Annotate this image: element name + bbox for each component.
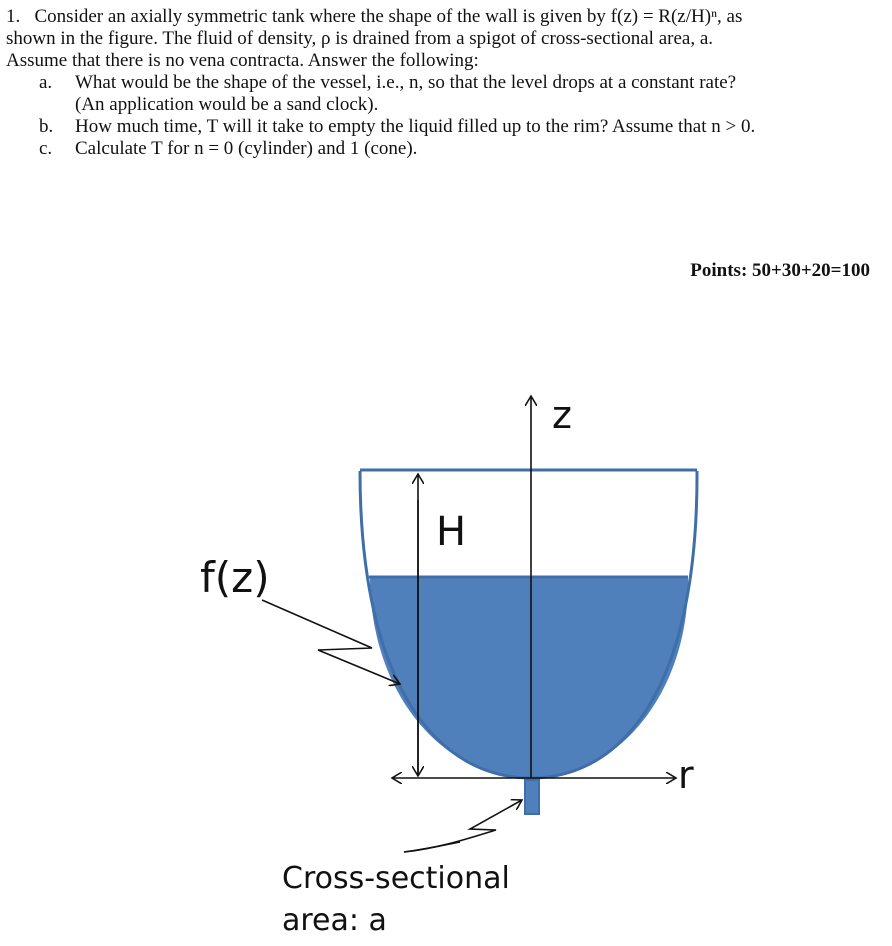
part-a-label: a. xyxy=(39,72,53,93)
area-leader xyxy=(404,842,460,852)
part-c-text: Calculate T for n = 0 (cylinder) and 1 (cone). xyxy=(75,138,418,159)
problem-number: 1. xyxy=(6,6,21,27)
h-label: H xyxy=(436,509,467,555)
part-a-text-2: (An application would be a sand clock). xyxy=(75,94,379,115)
points-total: Points: 50+30+20=100 xyxy=(690,260,870,281)
fz-label: f(z) xyxy=(200,553,270,602)
area-label-line2: area: a xyxy=(282,903,387,938)
intro-line-3: Assume that there is no vena contracta. Answer the following: xyxy=(6,50,479,71)
spigot xyxy=(525,780,539,814)
part-c-label: c. xyxy=(39,138,53,159)
r-label: r xyxy=(678,753,694,797)
intro-text-1: Consider an axially symmetric tank where the shape of the wall is given by f(z) = R(z/H)ⁿ, as xyxy=(34,6,743,27)
area-pointer xyxy=(404,800,522,852)
part-b-label: b. xyxy=(39,116,54,137)
part-a-text: What would be the shape of the vessel, i.e., n, so that the level drops at a constant rate? xyxy=(75,72,737,93)
intro-line-2: shown in the figure. The fluid of density, ρ is drained from a spigot of cross-sectional area, a. xyxy=(6,28,714,49)
part-b-text: How much time, T will it take to empty the liquid filled up to the rim? Assume that n > 0. xyxy=(75,116,756,137)
z-label: z xyxy=(552,393,572,437)
area-label-line1: Cross-sectional xyxy=(282,861,510,896)
